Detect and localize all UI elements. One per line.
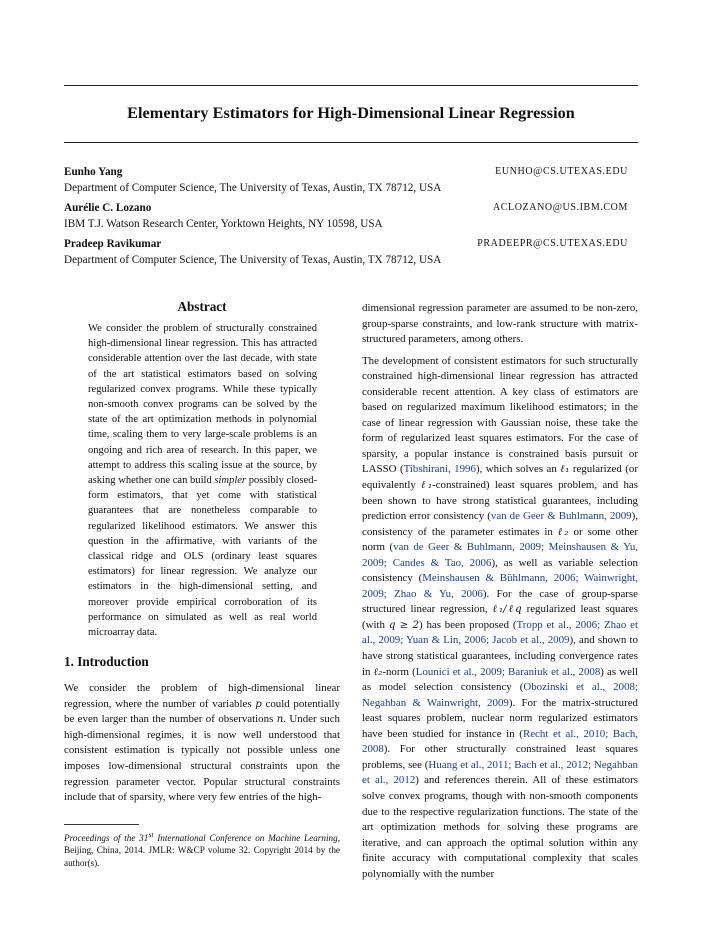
body-text: ). For the case of group-sparse structured linear regression, bbox=[362, 587, 638, 616]
citation-link[interactable]: van de Geer & Buhlmann, 2009 bbox=[490, 510, 632, 523]
math-symbol: n bbox=[276, 714, 284, 726]
citation-link[interactable]: Tropp et al., 2006; Zhao et al., 2009; Yuan & Lin, 2006; Jacob et al., 2009 bbox=[362, 618, 639, 647]
footnote-divider bbox=[64, 824, 139, 825]
abstract-emphasis: simpler bbox=[214, 475, 247, 487]
body-text: ) has been proposed ( bbox=[419, 618, 517, 631]
author-affiliation: Department of Computer Science, The University of Texas, Austin, TX 78712, USA bbox=[64, 182, 442, 194]
math-symbol: ℓ₁ bbox=[421, 480, 433, 492]
author-1 bbox=[64, 164, 638, 180]
body-text: -constrained) least squares problem, and has been shown to have strong statistical guarantees, including prediction error consistency ( bbox=[362, 479, 638, 523]
author-affiliation: IBM T.J. Watson Research Center, Yorktown Heights, NY 10598, USA bbox=[64, 218, 383, 230]
abstract-body bbox=[88, 321, 317, 640]
math-symbol: q ≥ 2 bbox=[388, 619, 420, 631]
citation-link[interactable]: Obozinski et al., 2008; Negahban & Wainwright, 2009 bbox=[362, 681, 638, 709]
intro-right-column bbox=[362, 301, 638, 888]
author-name: Eunho Yang bbox=[64, 166, 123, 178]
footnote-conf: International Conference on Machine Learning bbox=[153, 833, 338, 844]
author-2 bbox=[64, 200, 638, 216]
body-text: could potentially be even larger than the number of observations bbox=[64, 697, 340, 726]
body-text: regularized (or equivalently bbox=[362, 463, 638, 492]
body-text: ), which solves an bbox=[475, 463, 561, 476]
top-rule bbox=[64, 85, 638, 86]
citation-link[interactable]: Recht et al., 2010; Bach, 2008 bbox=[362, 727, 638, 756]
citation-link[interactable]: Lounici et al., 2009; Baraniuk et al., 2008 bbox=[415, 665, 601, 678]
body-text: ) as well as model selection consistency ( bbox=[362, 665, 638, 694]
intro-left-column bbox=[64, 681, 340, 806]
citation-link[interactable]: Meinshausen & Bühlmann, 2006; Wainwright, 2009; Zhao & Yu, 2006 bbox=[362, 572, 638, 600]
footnote-proc: Proceedings of the 31 bbox=[64, 833, 149, 844]
math-symbol: ℓ₁ bbox=[560, 464, 570, 476]
footnote-rest: , Beijing, China, 2014. JMLR: W&CP volume 32. Copyright 2014 by the author(s). bbox=[64, 833, 340, 868]
author-3 bbox=[64, 236, 638, 252]
abstract-text: possibly closed-form estimators, that yet come with statistical guarantees that are nonetheless comparable to regularized likelihood estimators. We answer this question in the affirmative, with variants of the classical ridge and OLS (ordinary least squares estimators) for linear regression. We analyze our estimators in the high-dimensional setting, and moreover provide empirical corroboration of its performance on simulated as well as real world microarray data. bbox=[88, 475, 317, 639]
math-symbol: ℓ₂ bbox=[557, 526, 569, 538]
body-text: The development of consistent estimators for such structurally constrained high-dimensional linear regression has attracted considerable recent attention. A key class of estimators are based on regularized maximum likelihood estimators; in the case of linear regression with Gaussian noise, these take the form of regularized least squares estimators. For the case of sparsity, a popular instance is constrained basis pursuit or LASSO ( bbox=[362, 354, 638, 476]
title-bottom-rule bbox=[64, 142, 638, 143]
citation-link[interactable]: Tibshirani, 1996 bbox=[403, 463, 476, 476]
author-email[interactable]: PRADEEPR@CS.UTEXAS.EDU bbox=[477, 238, 628, 249]
body-text: -norm ( bbox=[382, 665, 416, 678]
author-affiliation: Department of Computer Science, The University of Texas, Austin, TX 78712, USA bbox=[64, 254, 442, 266]
author-name: Pradeep Ravikumar bbox=[64, 238, 162, 250]
abstract-heading: Abstract bbox=[177, 299, 227, 314]
body-text: ), consistency of the parameter estimates in bbox=[362, 510, 638, 538]
math-symbol: ℓ₁/ℓq bbox=[492, 604, 522, 616]
body-text: or some other norm ( bbox=[362, 525, 639, 554]
math-symbol: p bbox=[255, 698, 262, 710]
citation-link[interactable]: Huang et al., 2011; Bach et al., 2012; Negahban et al., 2012 bbox=[362, 758, 639, 787]
citation-link[interactable]: van de Geer & Buhlmann, 2009; Meinshausen & Yu, 2009; Candes & Tao, 2006 bbox=[362, 541, 638, 569]
body-text: ) and references therein. All of these estimators solve convex programs, though with non-smooth components due to the respective regularization functions. The state of the art optimization methods for solving these programs are iterative, and can approach the optimal solution within any finite accuracy with computational complexity that scales polynomially with the number bbox=[362, 774, 638, 880]
section-heading-introduction: 1. Introduction bbox=[64, 654, 149, 669]
author-name: Aurélie C. Lozano bbox=[64, 202, 152, 214]
footnote-sup: st bbox=[148, 830, 154, 839]
body-text: We consider the problem of high-dimensional linear regression, where the number of variables bbox=[64, 682, 340, 710]
body-text: ), and shown to have strong statistical guarantees, including convergence rates in bbox=[362, 634, 638, 678]
body-text: ). For other structurally constrained least squares problems, see ( bbox=[362, 743, 638, 771]
author-email[interactable]: ACLOZANO@US.IBM.COM bbox=[492, 202, 628, 213]
author-email[interactable]: EUNHO@CS.UTEXAS.EDU bbox=[495, 166, 628, 177]
paper-title: Elementary Estimators for High-Dimensional Linear Regression bbox=[127, 104, 575, 122]
body-text: ). For the matrix-structured least squares problem, nuclear norm regularized estimators have been studied for instance in ( bbox=[362, 696, 638, 740]
body-text: . Under such high-dimensional regimes, it is now well understood that consistent estimation is typically not possible unless one imposes low-dimensional structural constraints upon the regression parameter vector. Popular structural constraints include that of sparsity, where very few entries of the high- bbox=[64, 713, 340, 804]
body-text: regularized least squares (with bbox=[362, 603, 638, 631]
body-text: ), as well as variable selection consistency ( bbox=[362, 556, 638, 585]
paragraph: dimensional regression parameter are assumed to be non-zero, group-sparse constraints, and low-rank structure with matrix-structured parameters, among others. bbox=[362, 302, 638, 346]
footnote bbox=[64, 829, 340, 869]
math-symbol: ℓ₂ bbox=[373, 666, 383, 678]
abstract-text: We consider the problem of structurally constrained high-dimensional linear regression. This has attracted considerable attention over the last decade, with state of the art statistical estimators based on solving regularized convex programs. While these typically non-smooth convex programs can be solved by the state of the art optimization methods in polynomial time, scaling them to very large-scale problems is an ongoing and rich area of research. In this paper, we attempt to address this scaling issue at the source, by asking whether one can build bbox=[88, 323, 317, 487]
paragraph bbox=[362, 354, 638, 883]
